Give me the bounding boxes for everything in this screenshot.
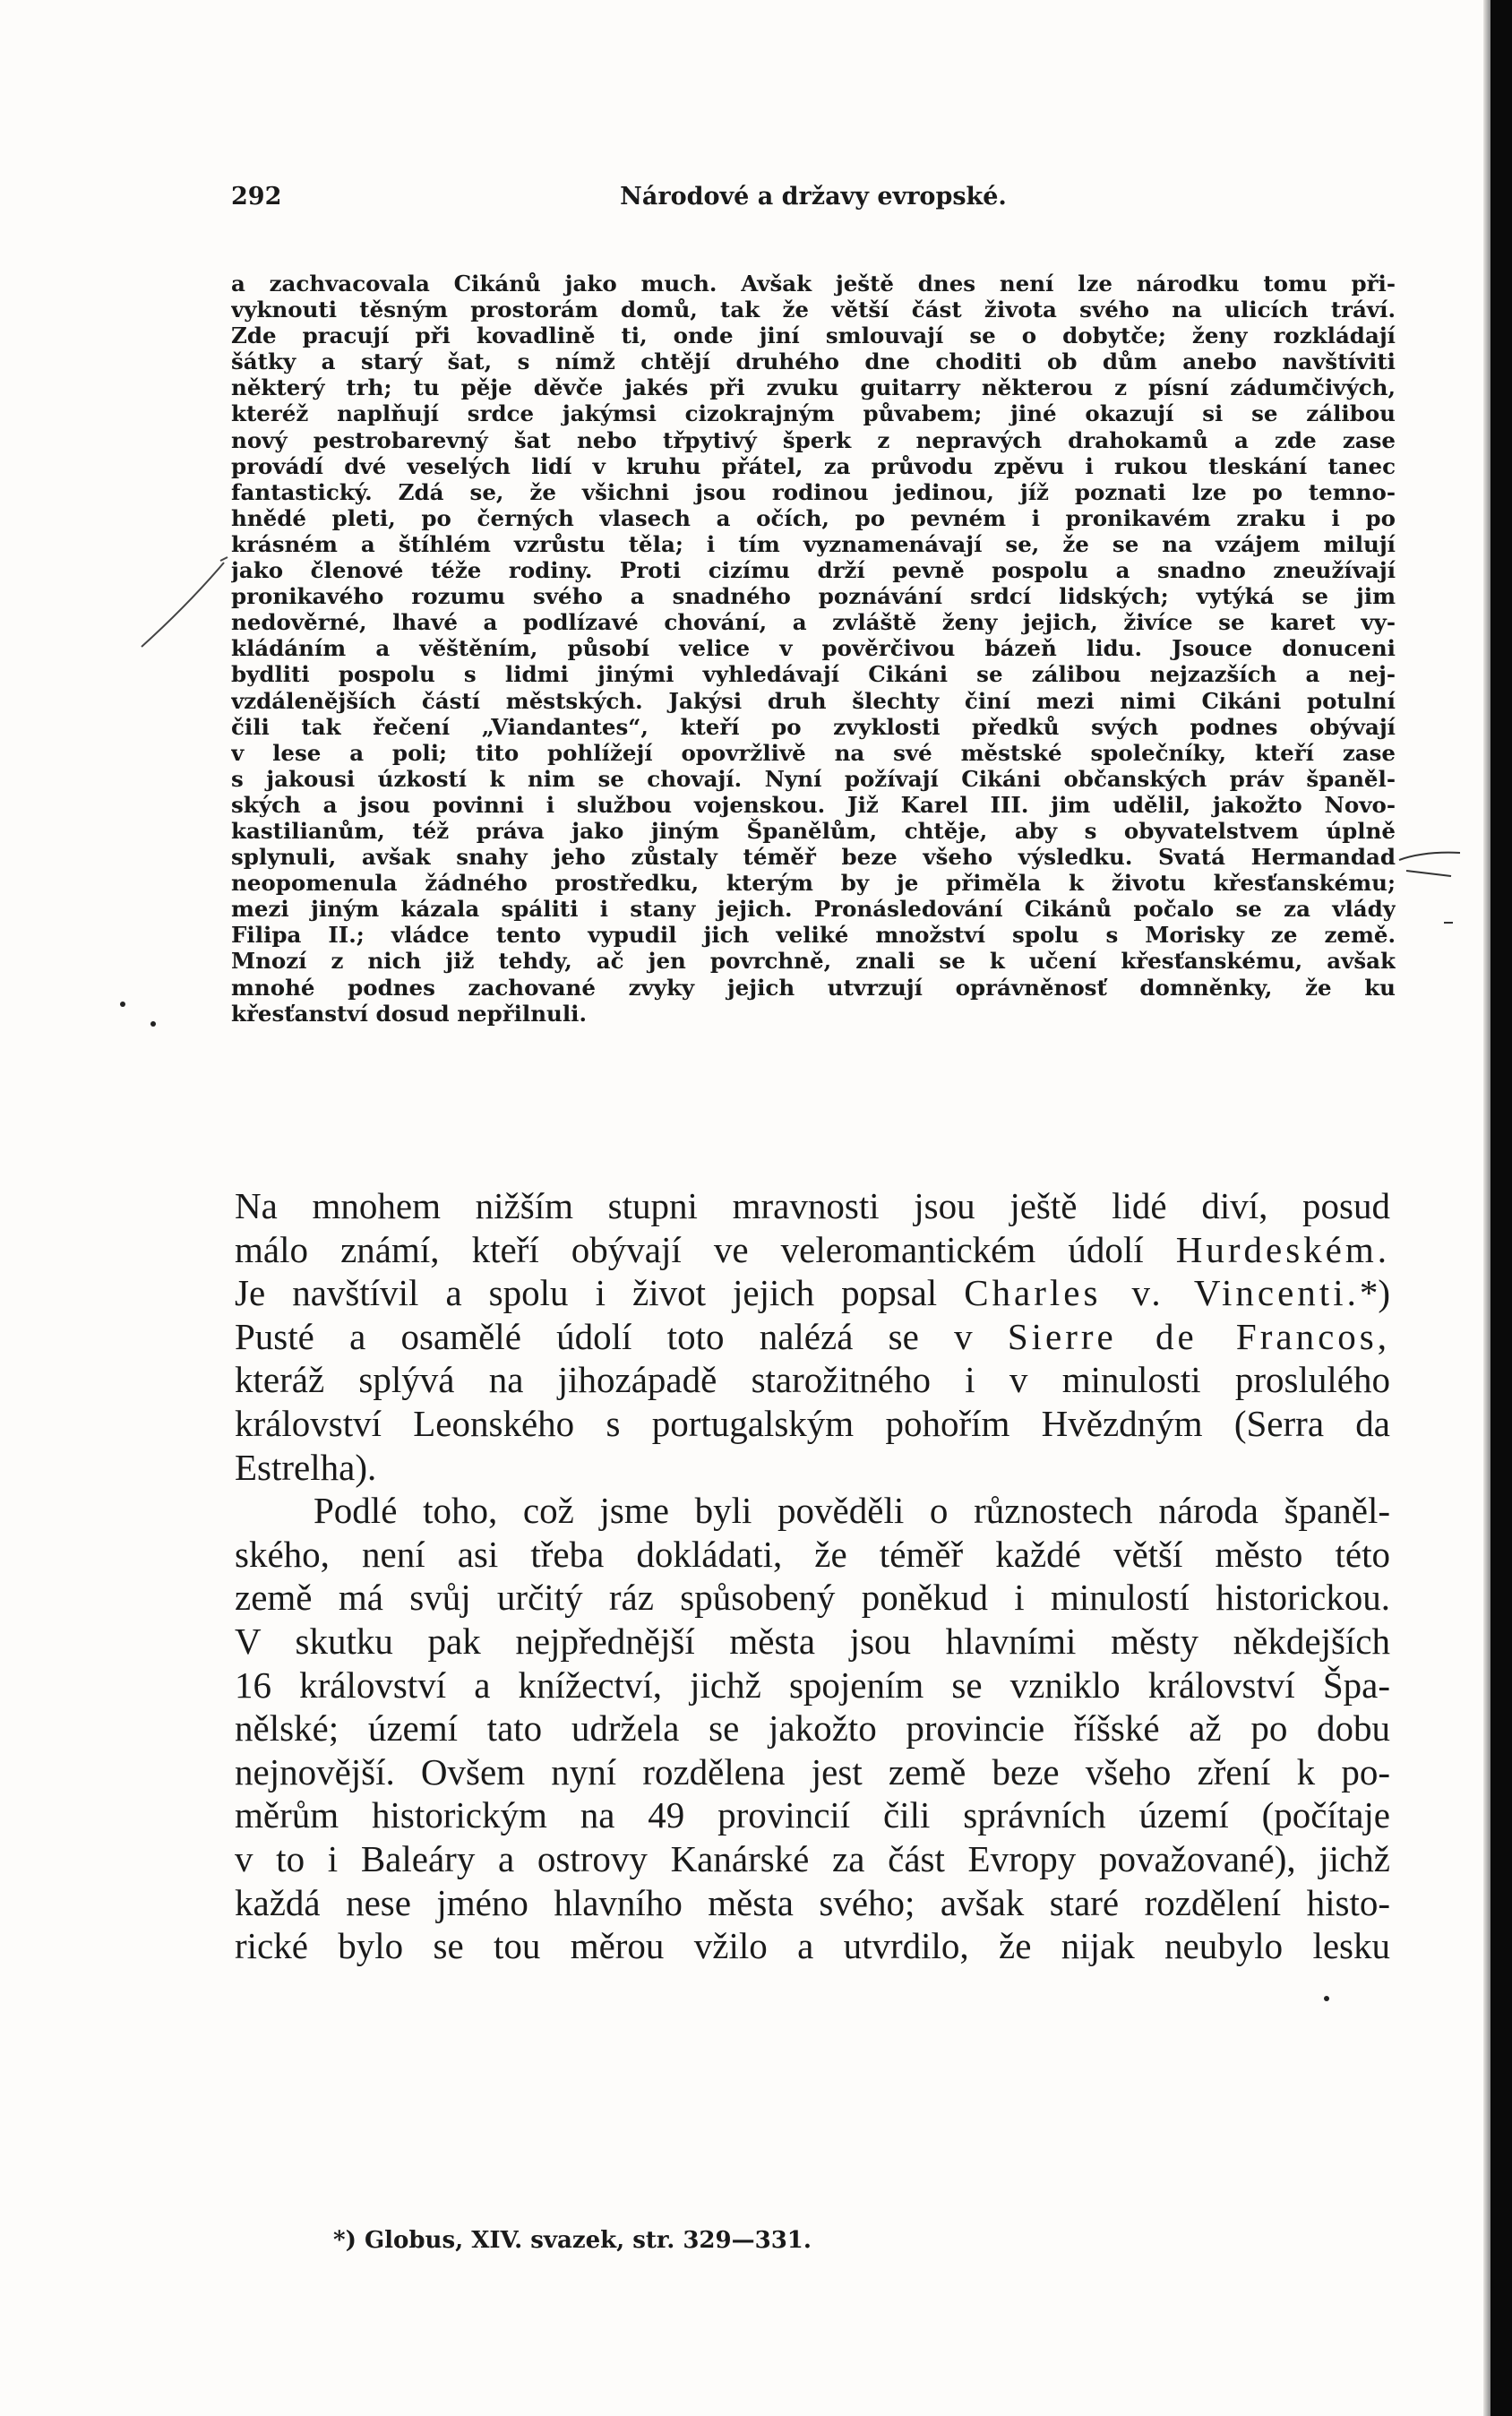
body-line: Na mnohem nižším stupni mravnosti jsou ještě lidé diví, posud — [235, 1185, 1390, 1226]
small-print-line: vzdálenějších částí městských. Jakýsi druh šlechty činí mezi nimi Cikáni potulní — [231, 687, 1396, 714]
small-print-line: Filipa II.; vládce tento vypudil jich veliké množství spolu s Morisky ze země. — [231, 922, 1396, 949]
small-print-line: splynuli, avšak snahy jeho zůstaly téměř beze všeho výsledku. Svatá Hermandad — [231, 844, 1396, 871]
small-print-line: nedověrné, lhavé a podlízavé chování, a zvláště ženy jejich, živíce se karet vy- — [231, 609, 1396, 636]
scan-border — [1491, 0, 1512, 2416]
body-line: měrům historickým na 49 provincií čili správních území (počítaje — [235, 1794, 1390, 1836]
small-print-line: kládáním a věštěním, působí velice v pověrčivou bázeň lidu. Jsouce donuceni — [231, 635, 1396, 662]
footnote-marker: *) — [1359, 1272, 1390, 1314]
small-print-line: čili tak řečení „Viandantes“, kteří po zvyklosti předků svých podnes obývají — [231, 713, 1396, 740]
small-print-paragraph — [231, 271, 1396, 1027]
small-print-line: jako členové téže rodiny. Proti cizímu drží pevně pospolu a snadno zneužívají — [231, 557, 1396, 584]
body-line: království Leonského s portugalským pohořím Hvězdným (Serra da — [235, 1402, 1390, 1444]
small-print-line: hnědé pleti, po černých vlasech a očích, po pevném i pronikavém zraku i po — [231, 504, 1396, 531]
emphasized-place-name: Sierre de Francos, — [1007, 1315, 1390, 1357]
small-print-line: mnohé podnes zachované zvyky jejich utvrzují oprávněnosť domněnky, že ku — [231, 974, 1396, 1001]
body-text — [235, 1184, 1390, 1968]
body-line: Je navštívil a spolu i život jejich popsal Charles v. Vincenti.*) — [235, 1272, 1390, 1314]
small-print-line: šátky a starý šat, s nímž chtějí druhého dne choditi ob dům anebo navštíviti — [231, 348, 1396, 375]
page-edge-shadow — [1483, 0, 1491, 2416]
body-line: rické bylo se tou měrou vžilo a utvrdilo, že nijak neubylo lesku — [235, 1925, 1390, 1967]
body-line: nělské; území tato udržela se jakožto provincie říšské až po dobu — [235, 1707, 1390, 1750]
margin-pencil-mark-left — [134, 555, 233, 654]
stray-ink-dot — [1324, 1996, 1329, 2001]
body-line: V skutku pak nejpřednější města jsou hlavními městy někdejších — [235, 1620, 1390, 1662]
footnote: *) Globus, XIV. svazek, str. 329—331. — [333, 2227, 812, 2254]
body-line: Podlé toho, což jsme byli pověděli o různostech národa španěl- — [314, 1490, 1390, 1532]
small-print-line: křesťanství dosud nepřilnuli. — [231, 1000, 588, 1027]
small-print-line: vyknouti těsným prostorám domů, tak že větší část života svého na ulicích tráví. — [231, 297, 1396, 323]
small-print-line: pronikavého rozumu svého a snadného poznávání srdcí lidských; vytýká se jim — [231, 583, 1396, 610]
small-print-line: bydliti pospolu s lidmi jinými vyhledávají Cikáni se zálibou nejzazších a nej- — [231, 661, 1396, 688]
body-line: Pusté a osamělé údolí toto nalézá se v Sierre de Francos, — [235, 1315, 1390, 1357]
body-line: málo známí, kteří obývají ve veleromantickém údolí Hurdeském. — [235, 1228, 1390, 1270]
small-print-line: s jakousi úzkostí k nim se chovají. Nyní požívají Cikáni občanských práv španěl- — [231, 765, 1396, 792]
small-print-line: kastilianům, též práva jako jiným Španělům, chtěje, aby s obyvatelstvem úplně — [231, 817, 1396, 844]
body-line: Estrelha). — [235, 1446, 377, 1488]
small-print-line: provádí dvé veselých lidí v kruhu přátel, za průvodu zpěvu i rukou tleskání tanec — [231, 452, 1396, 479]
running-title: Národové a državy evropské. — [620, 183, 1007, 211]
stray-ink-dot — [150, 1021, 156, 1027]
small-print-line: neopomenula žádného prostředku, kterým by je přiměla k životu křesťanskému; — [231, 870, 1396, 897]
body-line: 16 království a knížectví, jichž spojením se vzniklo království Špa- — [235, 1664, 1390, 1706]
small-print-line: v lese a poli; tito pohlížejí opovržlivě na své městské společníky, kteří zase — [231, 739, 1396, 766]
body-line: každá nese jméno hlavního města svého; avšak staré rozdělení histo- — [235, 1881, 1390, 1923]
small-print-line: ských a jsou povinni i službou vojenskou. Již Karel III. jim udělil, jakožto Novo- — [231, 791, 1396, 818]
small-print-line: a zachvacovala Cikánů jako much. Avšak ještě dnes není lze národku tomu při- — [231, 271, 1396, 297]
body-line: v to i Baleáry a ostrovy Kanárské za část Evropy považované), jichž — [235, 1837, 1390, 1879]
page-header — [231, 183, 1396, 219]
emphasized-place-name: Hurdeském. — [1175, 1228, 1390, 1270]
small-print-line: Mnozí z nich již tehdy, ač jen povrchně, znali se k učení křesťanskému, avšak — [231, 948, 1396, 975]
small-print-line: krásném a štíhlém vzrůstu těla; i tím vyznamenávají se, že se na vzájem milují — [231, 530, 1396, 557]
body-line: kteráž splývá na jihozápadě starožitného i v minulosti proslulého — [235, 1359, 1390, 1401]
small-print-line: Zde pracují při kovadlině ti, onde jiní smlouvají se o dobytče; ženy rozkládají — [231, 322, 1396, 349]
page-number: 292 — [231, 183, 282, 211]
small-print-line: nový pestrobarevný šat nebo třpytivý šperk z nepravých drahokamů a zde zase — [231, 426, 1396, 453]
margin-pencil-mark-right — [1397, 833, 1469, 941]
small-print-line: některý trh; tu pěje děvče jakés při zvuku guitarry některou z písní zádumčivých, — [231, 374, 1396, 401]
body-line: nejnovější. Ovšem nyní rozdělena jest země beze všeho zření k po- — [235, 1750, 1390, 1793]
stray-ink-dot — [120, 1002, 125, 1007]
emphasized-author-name: Charles v. Vincenti. — [964, 1272, 1360, 1314]
small-print-line: mezi jiným kázala spáliti i stany jejich. Pronásledování Cikánů počalo se za vlády — [231, 896, 1396, 923]
small-print-line: fantastický. Zdá se, že všichni jsou rodinou jedinou, jíž poznati lze po temno- — [231, 478, 1396, 505]
body-line: země má svůj určitý ráz spůsobený poněkud i minulostí historickou. — [235, 1577, 1390, 1619]
small-print-line: kteréž naplňují srdce jakýmsi cizokrajným půvabem; jiné okazují si se zálibou — [231, 400, 1396, 427]
body-line: ského, není asi třeba dokládati, že téměř každé větší město této — [235, 1533, 1390, 1575]
